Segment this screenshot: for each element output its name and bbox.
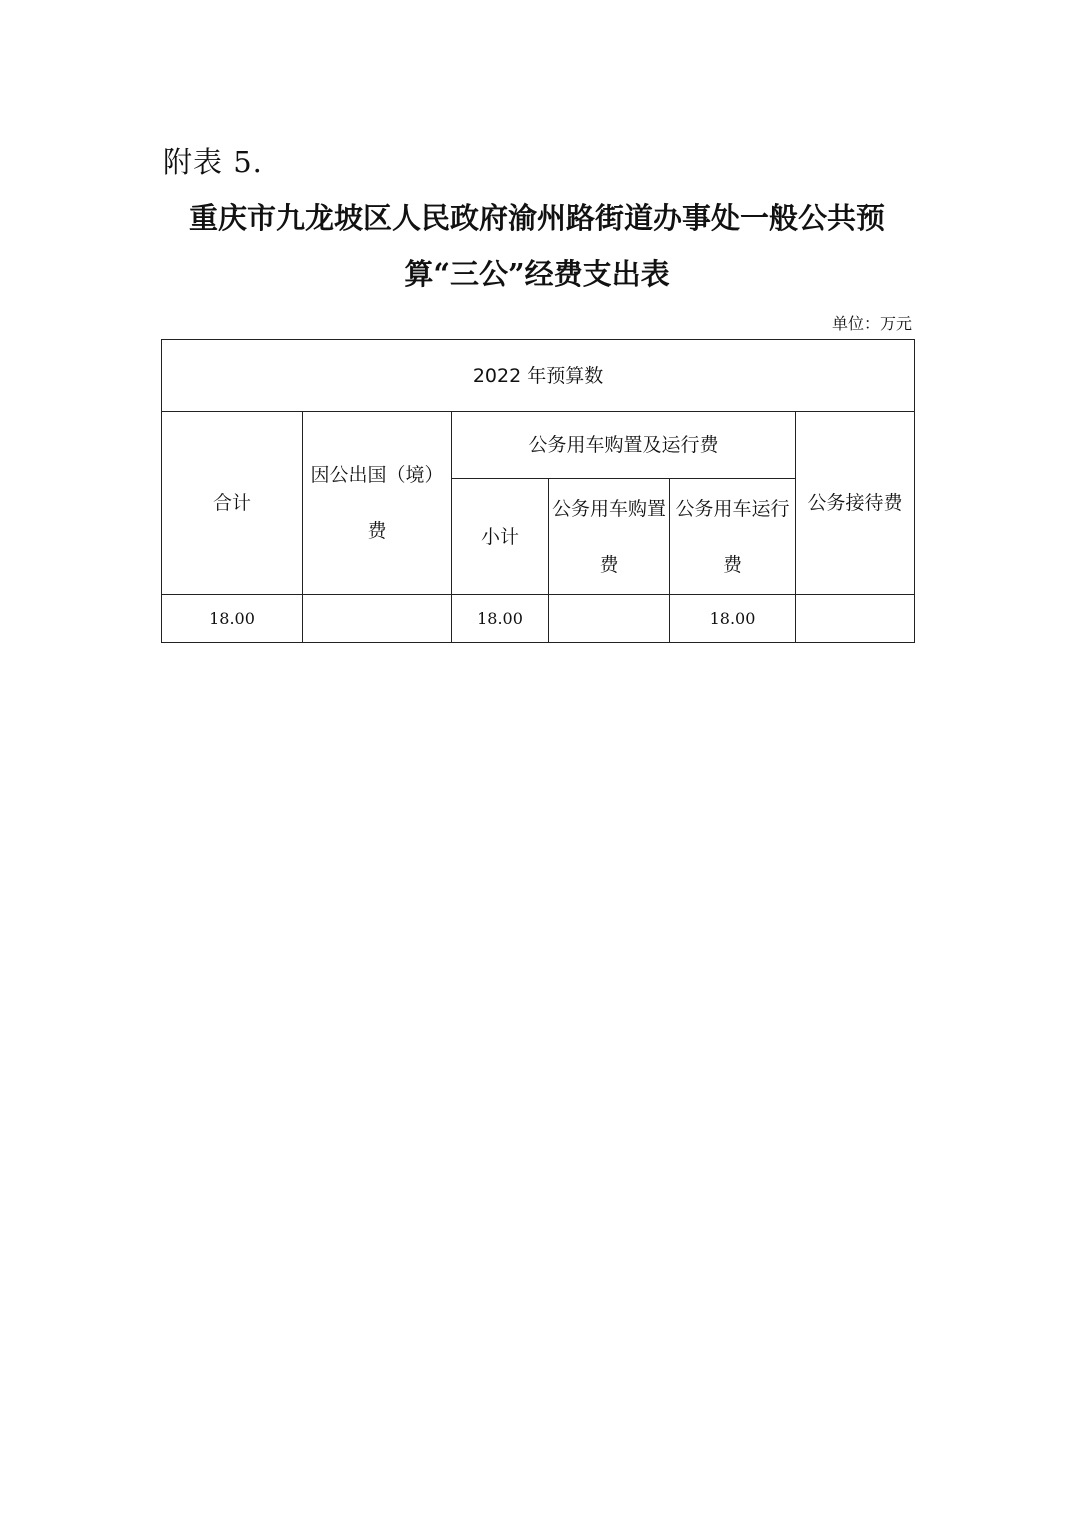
cell-overseas <box>303 595 452 643</box>
page-title: 重庆市九龙坡区人民政府渝州路街道办事处一般公共预算“三公”经费支出表 <box>188 201 885 291</box>
annex-label: 附表 5. <box>163 145 263 179</box>
budget-table <box>161 339 915 643</box>
header-vehicle-operation: 公务用车运行费 <box>670 479 796 595</box>
header-row-1 <box>162 412 915 479</box>
header-vehicle-group: 公务用车购置及运行费 <box>452 412 796 479</box>
header-vehicle-purchase: 公务用车购置费 <box>549 479 670 595</box>
cell-vehicle-operation: 18.00 <box>670 595 796 643</box>
cell-reception <box>796 595 915 643</box>
table-row <box>162 595 915 643</box>
header-vehicle-subtotal: 小计 <box>452 479 549 595</box>
cell-total: 18.00 <box>162 595 303 643</box>
header-overseas: 因公出国（境）费 <box>303 412 452 595</box>
cell-vehicle-purchase <box>549 595 670 643</box>
year-header-cell: 2022 年预算数 <box>162 340 915 412</box>
cell-vehicle-subtotal: 18.00 <box>452 595 549 643</box>
header-reception: 公务接待费 <box>796 412 915 595</box>
year-header-row <box>162 340 915 412</box>
header-total: 合计 <box>162 412 303 595</box>
unit-label: 单位：万元 <box>831 314 912 333</box>
